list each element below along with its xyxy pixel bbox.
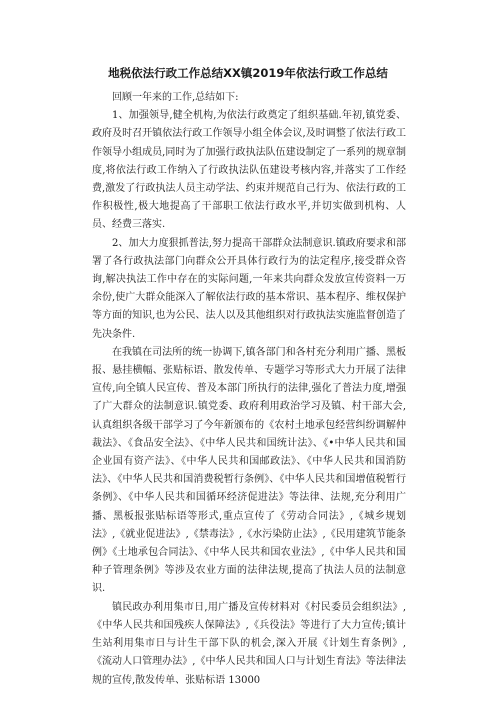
paragraph-2: 2、加大力度狠抓普法,努力提高干部群众法制意识.镇政府要求和部署了各行政执法部门向群众公开具体行政行为的法定程序,接受群众咨询,解决执法工作中存在的实际问题,一年来共向群众发放宣传资料一万余份,使广大群众能深入了解依法行政的基本常识、基本程序、维权保护等方面的知识,也为公民、法人以及其他组织对行政执法实施监督创造了先决条件. [92, 237, 406, 340]
paragraph-intro: 回顾一年来的工作,总结如下: [112, 92, 239, 103]
paragraph-3: 在我镇在司法所的统一协调下,镇各部门和各村充分利用广播、黑板报、悬挂横幅、张贴标语、散发传单、专题学习等形式大力开展了法律宣传,向全镇人民宣传、普及本部门所执行的法律,强化了普法力度,增强了广大群众的法制意识.镇党委、政府利用政治学习及镇、村干部大会,认真组织各级干部学习了今年新颁布的《农村土地承包经营纠纷调解仲裁法》、《食品安全法》、《中华人民共和国统计法》、《•中华人民共和国企业国有资产法》、《中华人民共和国邮政法》、《中华人民共和国消防法》、《中华人民共和国消费税暂行条例》、《中华人民共和国增值税暂行条例》、《中华人民共和国循环经济促进法》等法律、法规,充分利用广播、黑板报张贴标语等形式,重点宣传了《劳动合同法》,《城乡规划法》,《就业促进法》,《禁毒法》,《水污染防止法》,《民用建筑节能条例》《土地承包合同法》、《中华人民共和国农业法》,《中华人民共和国种子管理条例》等涉及农业方面的法律法规,提高了执法人员的法制意识. [92, 346, 406, 595]
document-body [92, 89, 406, 690]
paragraph-1: 1、加强领导,健全机构,为依法行政奠定了组织基础.年初,镇党委、政府及时召开镇依法行政工作领导小组全体会议,及时调整了依法行政工作领导小组成员,同时为了加强行政执法队伍建设制定了一系列的规章制度,将依法行政工作纳入了行政执法队伍建设考核内容,并落实了工作经费,激发了行政执法人员主动学法、约束并规范自己行为、依法行政的工作积极性,极大地提高了干部职工依法行政水平,并切实做到机构、人员、经费三落实. [92, 110, 406, 231]
document-title: 地税依法行政工作总结XX镇2019年依法行政工作总结 [108, 66, 388, 80]
paragraph-4: 镇民政办利用集市日,用广播及宣传材料对《村民委员会组织法》,《中华人民共和国残疾人保障法》,《兵役法》等进行了大力宣传;镇计生站利用集市日与计生干部下队的机会,深入开展《计划生育条例》,《流动人口管理办法》,《中华人民共和国人口与计划生育法》等法律法规的宣传,散发传单、张贴标语 13000 [92, 601, 406, 686]
